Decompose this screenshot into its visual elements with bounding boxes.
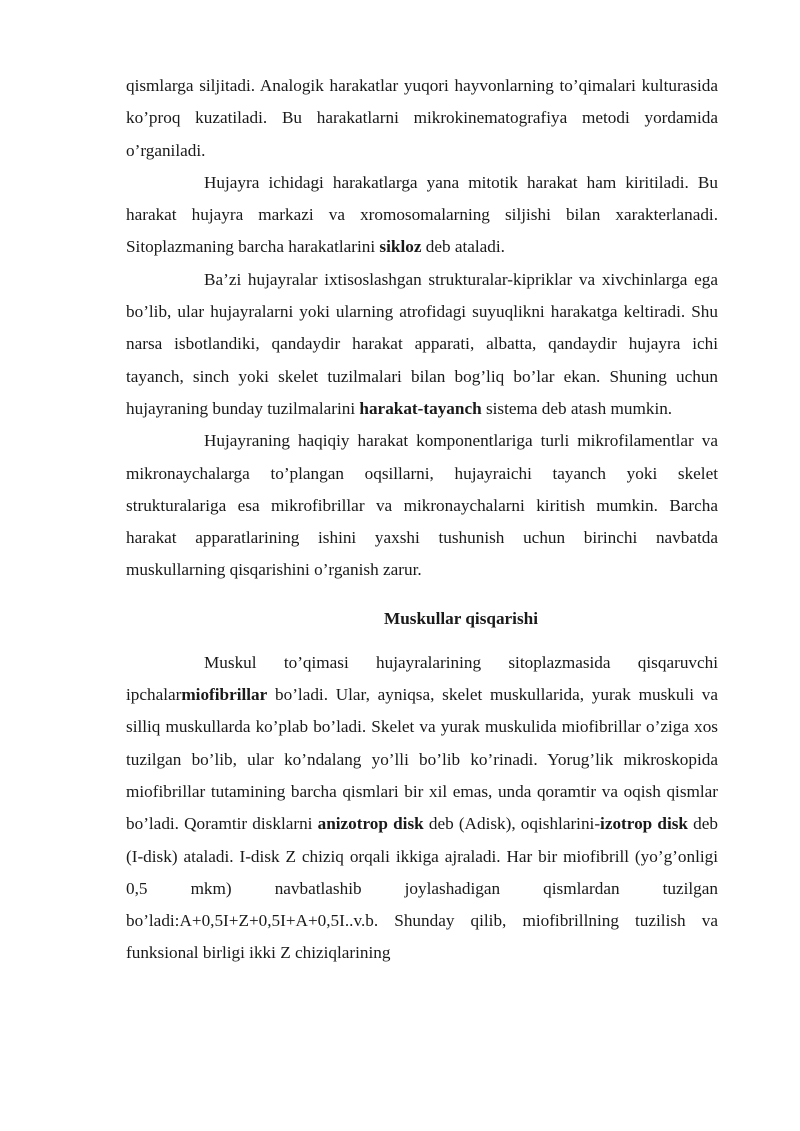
paragraph-5-text-d: deb (I-disk) ataladi. I-disk Z chiziq orqali ikkiga ajraladi. Har bir miofibrill (yo’g’onligi 0,5 mkm) navbatlashib joylashadigan qismlardan tuzilgan bo’ladi:A+0,5I+Z+0,5I+A+0,5I..v.b. Shunday qilib, miofibrillning tuzilish va funksional birligi ikki Z chiziqlarining xyxy=(126,814,718,963)
document-page xyxy=(126,70,718,970)
paragraph-4: Hujayraning haqiqiy harakat komponentlariga turli mikrofilamentlar va mikronaychalarga to’plangan oqsillarni, hujayraichi tayanch yoki skelet strukturalariga esa mikrofibrillar va mikronaychalarni kiritish mumkin. Barcha harakat apparatlarining ishini yaxshi tushunish uchun birinchi navbatda muskullarning qisqarishini o’rganish zarur. xyxy=(126,431,718,580)
section-heading: Muskullar qisqarishi xyxy=(384,608,538,628)
paragraph-5-text-b: bo’ladi. Ular, ayniqsa, skelet muskullarida, yurak muskuli va silliq muskullarda ko’plab bo’ladi. Skelet va yurak muskulida miofibrillar o’ziga xos tuzilgan bo’lib, ular ko’ndalang yo’lli bo’lib ko’rinadi. Yorug’lik mikroskopida miofibrillar tutamining barcha qismlari bir xil emas, unda qoramtir va oqish qismlar bo’ladi. Qoramtir disklarni xyxy=(126,685,718,834)
term-miofibrillar: miofibrillar xyxy=(181,685,268,705)
paragraph-2-text-b: deb ataladi. xyxy=(421,237,505,257)
term-sikloz: sikloz xyxy=(379,237,422,257)
paragraph-2 xyxy=(126,167,718,264)
term-izotrop-disk: izotrop disk xyxy=(600,814,688,834)
paragraph-3-text-a: Ba’zi hujayralar ixtisoslashgan strukturalar-kipriklar va xivchinlarga ega bo’lib, ular hujayralarni yoki ularning atrofidagi suyuqlikni harakatga keltiradi. Shu narsa isbotlandiki, qandaydir harakat apparati, albatta, qandaydir hujayra ichi tayanch, sinch yoki skelet tuzilmalari bilan bog’liq bo’lar ekan. Shuning uchun hujayraning bunday tuzilmalarini xyxy=(126,269,718,418)
paragraph-3-text-b: sistema deb atash mumkin. xyxy=(481,398,673,418)
paragraph-3 xyxy=(126,264,718,425)
paragraph-2-text-a: Hujayra ichidagi harakatlarga yana mitotik harakat ham kiritiladi. Bu harakat hujayra markazi va xromosomalarning siljishi bilan xarakterlanadi. Sitoplazmaning barcha harakatlarini xyxy=(126,172,718,257)
term-anizotrop-disk: anizotrop disk xyxy=(317,814,424,834)
paragraph-5-text-a: Muskul to’qimasi hujayralarining sitoplazmasida qisqaruvchi ipchalar xyxy=(126,652,718,705)
paragraph-5-text-c: deb (Adisk), oqishlarini- xyxy=(423,814,601,834)
paragraph-1: qismlarga siljitadi. Analogik harakatlar yuqori hayvonlarning to’qimalari kulturasida ko’proq kuzatiladi. Bu harakatlarni mikrokinematografiya metodi yordamida o’rganiladi. xyxy=(126,76,718,160)
term-harakat-tayanch: harakat-tayanch xyxy=(359,398,482,418)
paragraph-5 xyxy=(126,647,718,970)
